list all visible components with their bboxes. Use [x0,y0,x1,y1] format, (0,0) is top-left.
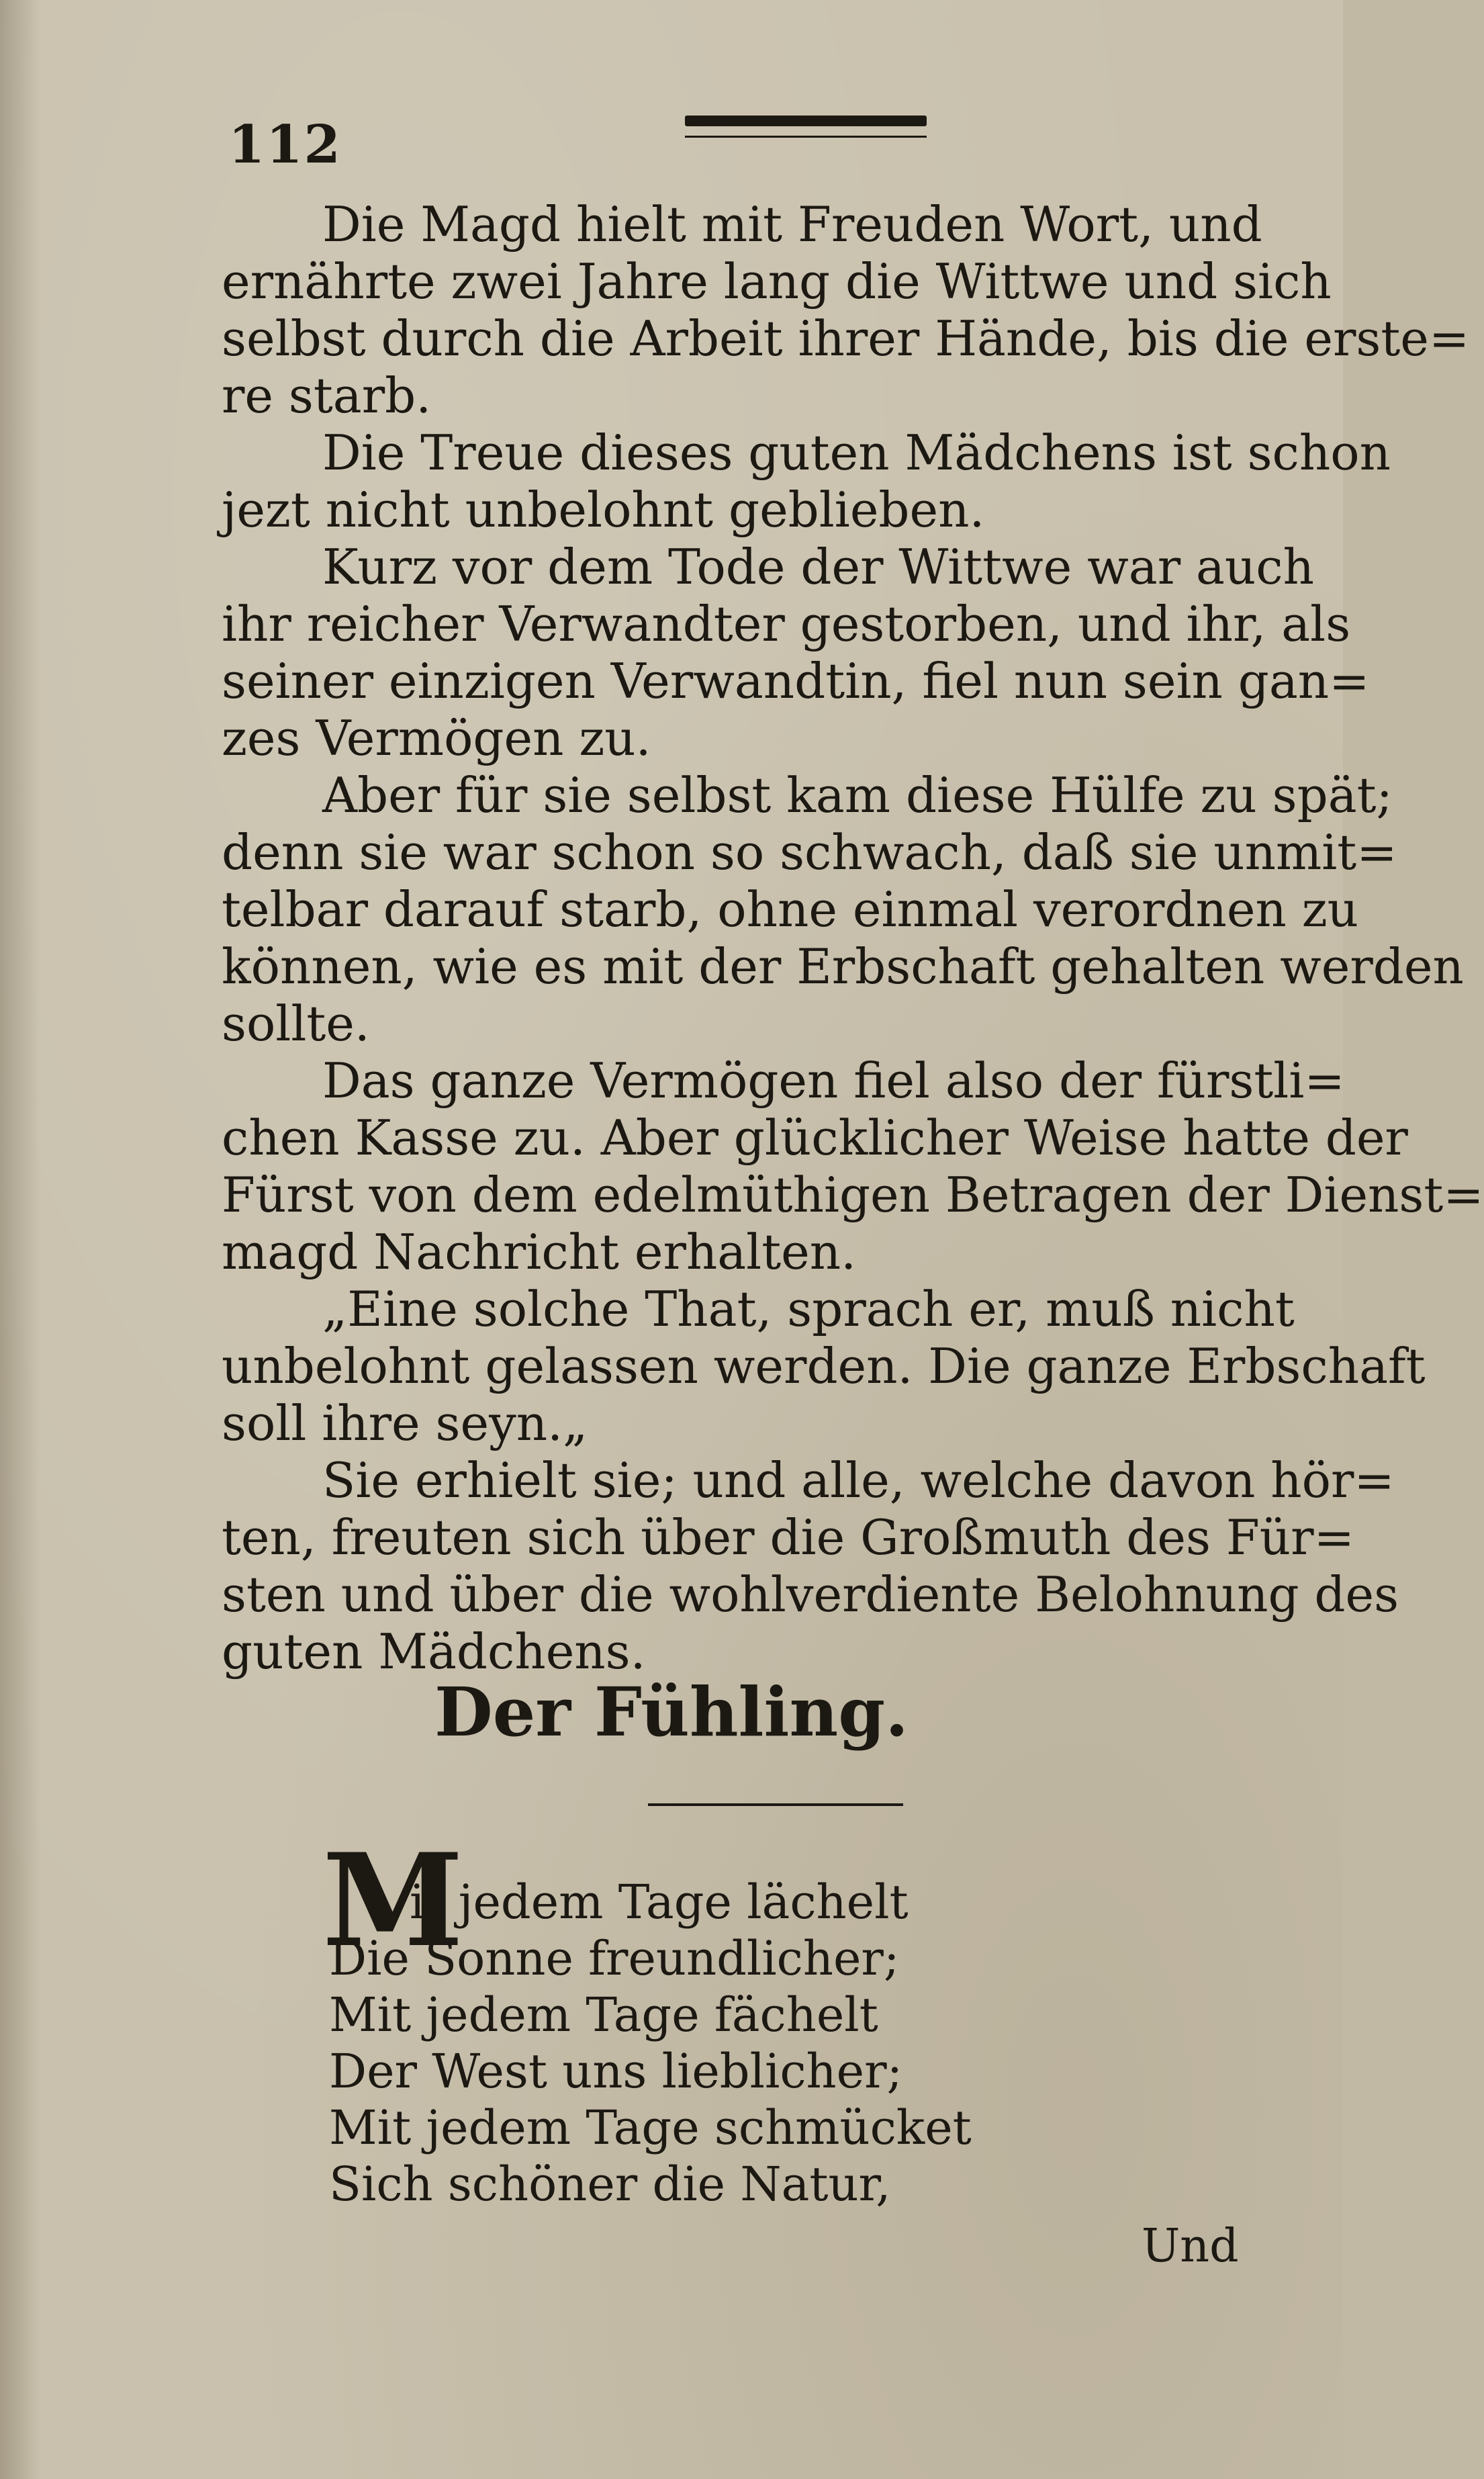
body-line: telbar darauf starb, ohne einmal verordnen zu [222,881,1359,938]
body-line: denn sie war schon so schwach, daß sie unmit= [222,824,1397,881]
poem-line: Mit jedem Tage fächelt [329,1987,878,2042]
body-text [222,196,1484,1680]
body-line: selbst durch die Arbeit ihrer Hände, bis die erste= [222,310,1470,367]
poem [329,1874,1135,2212]
body-line: ernährte zwei Jahre lang die Wittwe und sich [222,253,1332,310]
body-line: guten Mädchens. [222,1623,646,1680]
poem-drop-cap: M [322,1826,464,1975]
body-line: sten und über die wohlverdiente Belohnung des [222,1566,1399,1623]
body-line: jezt nicht unbelohnt geblieben. [222,482,985,538]
body-line: ten, freuten sich über die Großmuth des Für= [222,1509,1354,1566]
body-line: „Eine solche That, sprach er, muß nicht [322,1281,1295,1337]
body-line: seiner einzigen Verwandtin, fiel nun sein gan= [222,653,1370,709]
body-line: sollte. [222,995,370,1052]
body-line: Aber für sie selbst kam diese Hülfe zu spät; [322,767,1393,823]
body-line: Fürst von dem edelmüthigen Betragen der Dienst= [222,1167,1484,1223]
catchword: Und [1142,2220,1239,2273]
poem-line: Die Sonne freundlicher; [329,1931,900,1986]
body-line: unbelohnt gelassen werden. Die ganze Erbschaft [222,1338,1426,1394]
body-line: Das ganze Vermögen fiel also der fürstli= [322,1052,1345,1109]
body-line: re starb. [222,367,432,424]
section-rule [648,1803,903,1806]
body-line: zes Vermögen zu. [222,710,651,766]
body-line: Kurz vor dem Tode der Wittwe war auch [322,539,1314,595]
section-heading: Der Fühling. [434,1672,909,1752]
header-rule [685,116,927,126]
page-number: 112 [228,114,342,175]
body-line: Die Magd hielt mit Freuden Wort, und [322,196,1262,253]
body-line: chen Kasse zu. Aber glücklicher Weise hatte der [222,1110,1408,1166]
poem-line: Mit jedem Tage schmücket [329,2100,972,2155]
poem-line: Sich schöner die Natur, [329,2157,891,2212]
poem-line: it jedem Tage lächelt [410,1875,909,1930]
poem-line: Der West uns lieblicher; [329,2044,903,2099]
body-line: magd Nachricht erhalten. [222,1224,856,1280]
body-line: soll ihre seyn.„ [222,1395,588,1451]
body-line: können, wie es mit der Erbschaft gehalten werden [222,938,1464,995]
body-line: ihr reicher Verwandter gestorben, und ihr, als [222,596,1351,652]
body-line: Die Treue dieses guten Mädchens ist schon [322,424,1391,481]
body-line: Sie erhielt sie; und alle, welche davon hör= [322,1452,1395,1508]
